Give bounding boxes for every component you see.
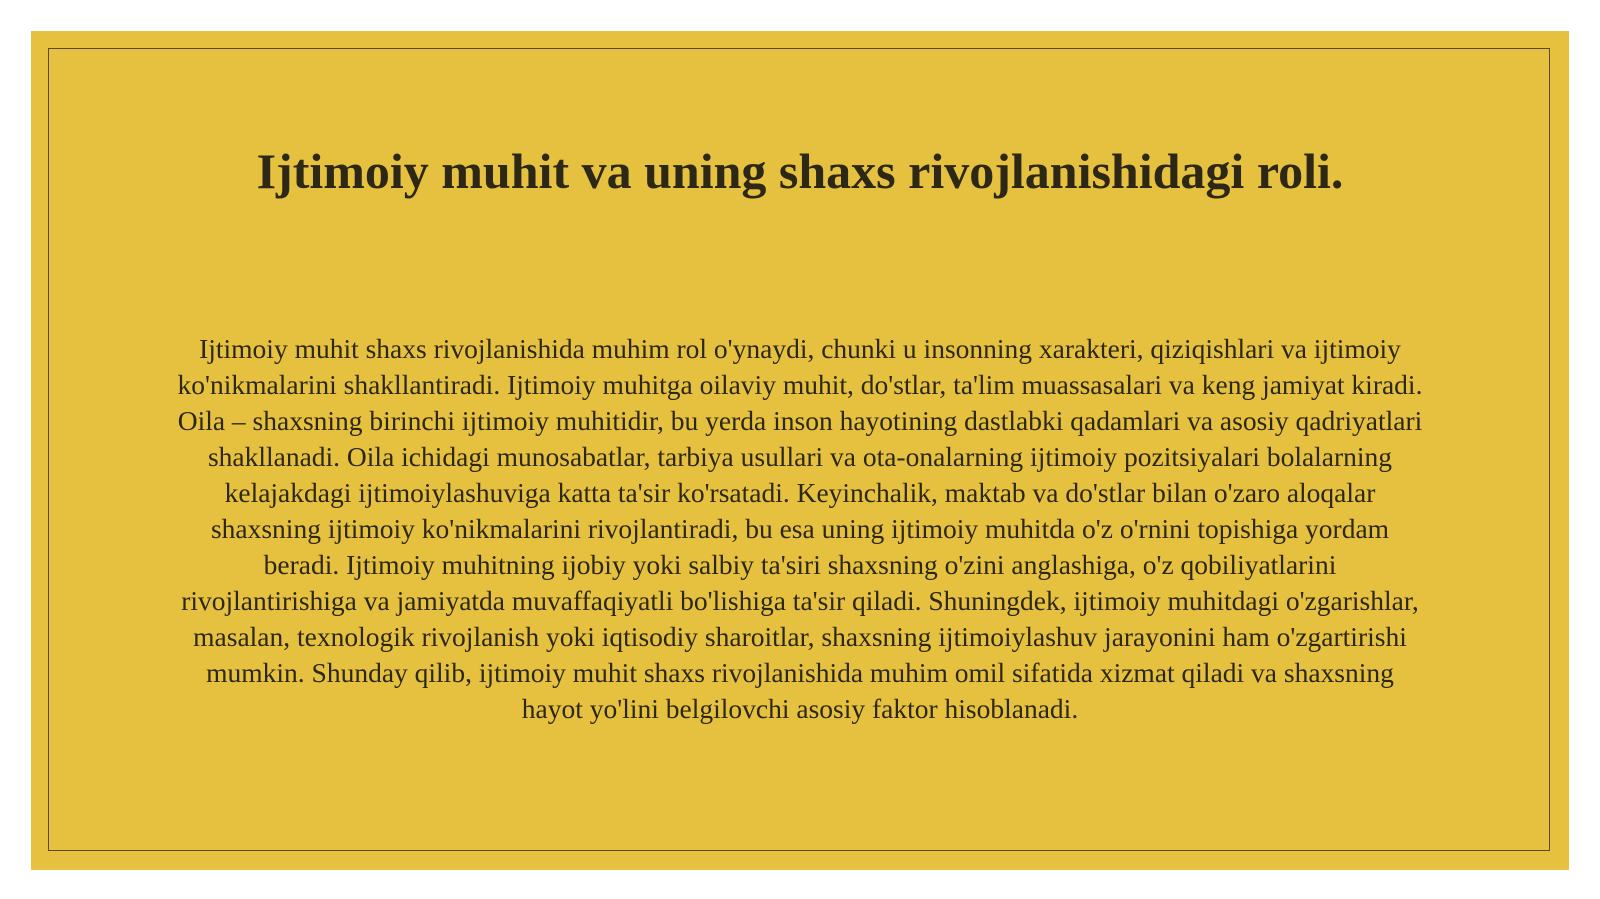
slide-title: Ijtimoiy muhit va uning shaxs rivojlanishidagi roli.	[256, 143, 1344, 199]
slide-body-text: Ijtimoiy muhit shaxs rivojlanishida muhim rol o'ynaydi, chunki u insonning xarakteri, qiziqishlari va ijtimoiy ko'nikmalarini shakllantiradi. Ijtimoiy muhitga oilaviy muhit, do'stlar, ta'lim muassasalari va keng jamiyat kiradi. Oila – shaxsning birinchi ijtimoiy muhitidir, bu yerda inson hayotining dastlabki qadamlari va asosiy qadriyatlari shakllanadi. Oila ichidagi munosabatlar, tarbiya usullari va ota-onalarning ijtimoiy pozitsiyalari bolalarning kelajakdagi ijtimoiylashuviga katta ta'sir ko'rsatadi. Keyinchalik, maktab va do'stlar bilan o'zaro aloqalar shaxsning ijtimoiy ko'nikmalarini rivojlantiradi, bu esa uning ijtimoiy muhitda o'z o'rnini topishiga yordam beradi. Ijtimoiy muhitning ijobiy yoki salbiy ta'siri shaxsning o'zini anglashiga, o'z qobiliyatlarini rivojlantirishiga va jamiyatda muvaffaqiyatli bo'lishiga ta'sir qiladi. Shuningdek, ijtimoiy muhitdagi o'zgarishlar, masalan, texnologik rivojlanish yoki iqtisodiy sharoitlar, shaxsning ijtimoiylashuv jarayonini ham o'zgartirishi mumkin. Shunday qilib, ijtimoiy muhit shaxs rivojlanishida muhim omil sifatida xizmat qiladi va shaxsning hayot yo'lini belgilovchi asosiy faktor hisoblanadi.	[177, 333, 1423, 724]
slide	[31, 31, 1569, 870]
